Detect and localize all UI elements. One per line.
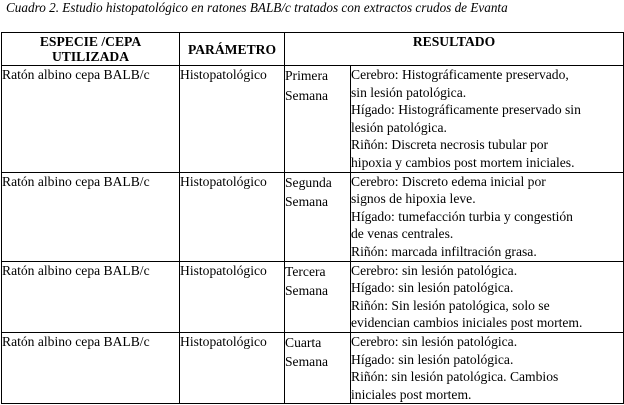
cell-resultado	[351, 261, 624, 332]
header-parametro	[180, 33, 285, 66]
resultado-line: Cerebro: Discreto edema inicial por	[351, 173, 546, 189]
resultado-line: de venas centrales.	[351, 226, 454, 242]
resultado-line: Hígado: sin lesión patológica.	[351, 351, 514, 367]
resultado-line: Hígado: Histográficamente preservado sin	[351, 102, 581, 118]
resultado-line: Cerebro: Histográficamente preservado,	[351, 67, 569, 82]
cell-parametro: Histopatológico	[180, 332, 285, 403]
resultado-line: Hígado: sin lesión patológica.	[351, 280, 514, 296]
resultado-line: evidencian cambios iniciales post mortem.	[351, 315, 583, 331]
table-row	[2, 66, 624, 173]
table-caption: Cuadro 2. Estudio histopatológico en ratones BALB/c tratados con extractos crudos de Evanta	[6, 0, 508, 15]
table-row	[2, 172, 624, 261]
resultado-line: Riñón: sin lesión patológica. Cambios	[351, 369, 559, 385]
header-especie	[2, 33, 180, 66]
cell-parametro: Histopatológico	[180, 172, 285, 261]
cell-periodo	[285, 332, 351, 403]
periodo-line2: Semana	[285, 283, 329, 299]
periodo-line1: Primera	[285, 68, 329, 83]
periodo-line2: Semana	[285, 194, 329, 210]
resultado-line: sin lesión patológica.	[351, 84, 467, 100]
resultado-line: Riñón: marcada infiltración grasa.	[351, 243, 537, 259]
cell-resultado	[351, 172, 624, 261]
cell-parametro: Histopatológico	[180, 66, 285, 173]
cell-especie: Ratón albino cepa BALB/c	[2, 261, 180, 332]
resultado-line: Cerebro: sin lesión patológica.	[351, 333, 518, 349]
periodo-line1: Tercera	[285, 263, 326, 279]
resultado-line: Riñón: Sin lesión patológica, solo se	[351, 297, 550, 313]
header-resultado-label: RESULTADO	[412, 34, 496, 49]
cell-especie: Ratón albino cepa BALB/c	[2, 66, 180, 173]
resultado-line: lesión patológica.	[351, 119, 447, 135]
table-row	[2, 261, 624, 332]
resultado-line: Cerebro: sin lesión patológica.	[351, 262, 518, 278]
cell-parametro: Histopatológico	[180, 261, 285, 332]
cell-periodo	[285, 261, 351, 332]
header-row	[2, 33, 624, 66]
cell-especie: Ratón albino cepa BALB/c	[2, 172, 180, 261]
resultado-line: iniciales post mortem.	[351, 386, 472, 402]
resultado-line: signos de hipoxia leve.	[351, 191, 476, 207]
histopathology-table	[1, 32, 624, 404]
resultado-line: Hígado: tumefacción turbia y congestión	[351, 208, 573, 224]
table-row	[2, 332, 624, 403]
header-resultado	[285, 33, 624, 66]
header-parametro-label: PARÁMETRO	[187, 41, 277, 57]
header-especie-line1: ESPECIE /CEPA	[39, 34, 142, 49]
cell-periodo	[285, 66, 351, 173]
cell-especie: Ratón albino cepa BALB/c	[2, 332, 180, 403]
resultado-line: Riñón: Discreta necrosis tubular por	[351, 137, 549, 153]
periodo-line1: Segunda	[285, 174, 332, 190]
header-especie-line2: UTILIZADA	[51, 49, 130, 64]
cell-resultado	[351, 332, 624, 403]
periodo-line2: Semana	[285, 354, 329, 370]
resultado-line: hipoxia y cambios post mortem iniciales.	[351, 154, 575, 170]
periodo-line1: Cuarta	[285, 334, 322, 350]
cell-resultado	[351, 66, 624, 173]
cell-periodo	[285, 172, 351, 261]
periodo-line2: Semana	[285, 87, 329, 103]
